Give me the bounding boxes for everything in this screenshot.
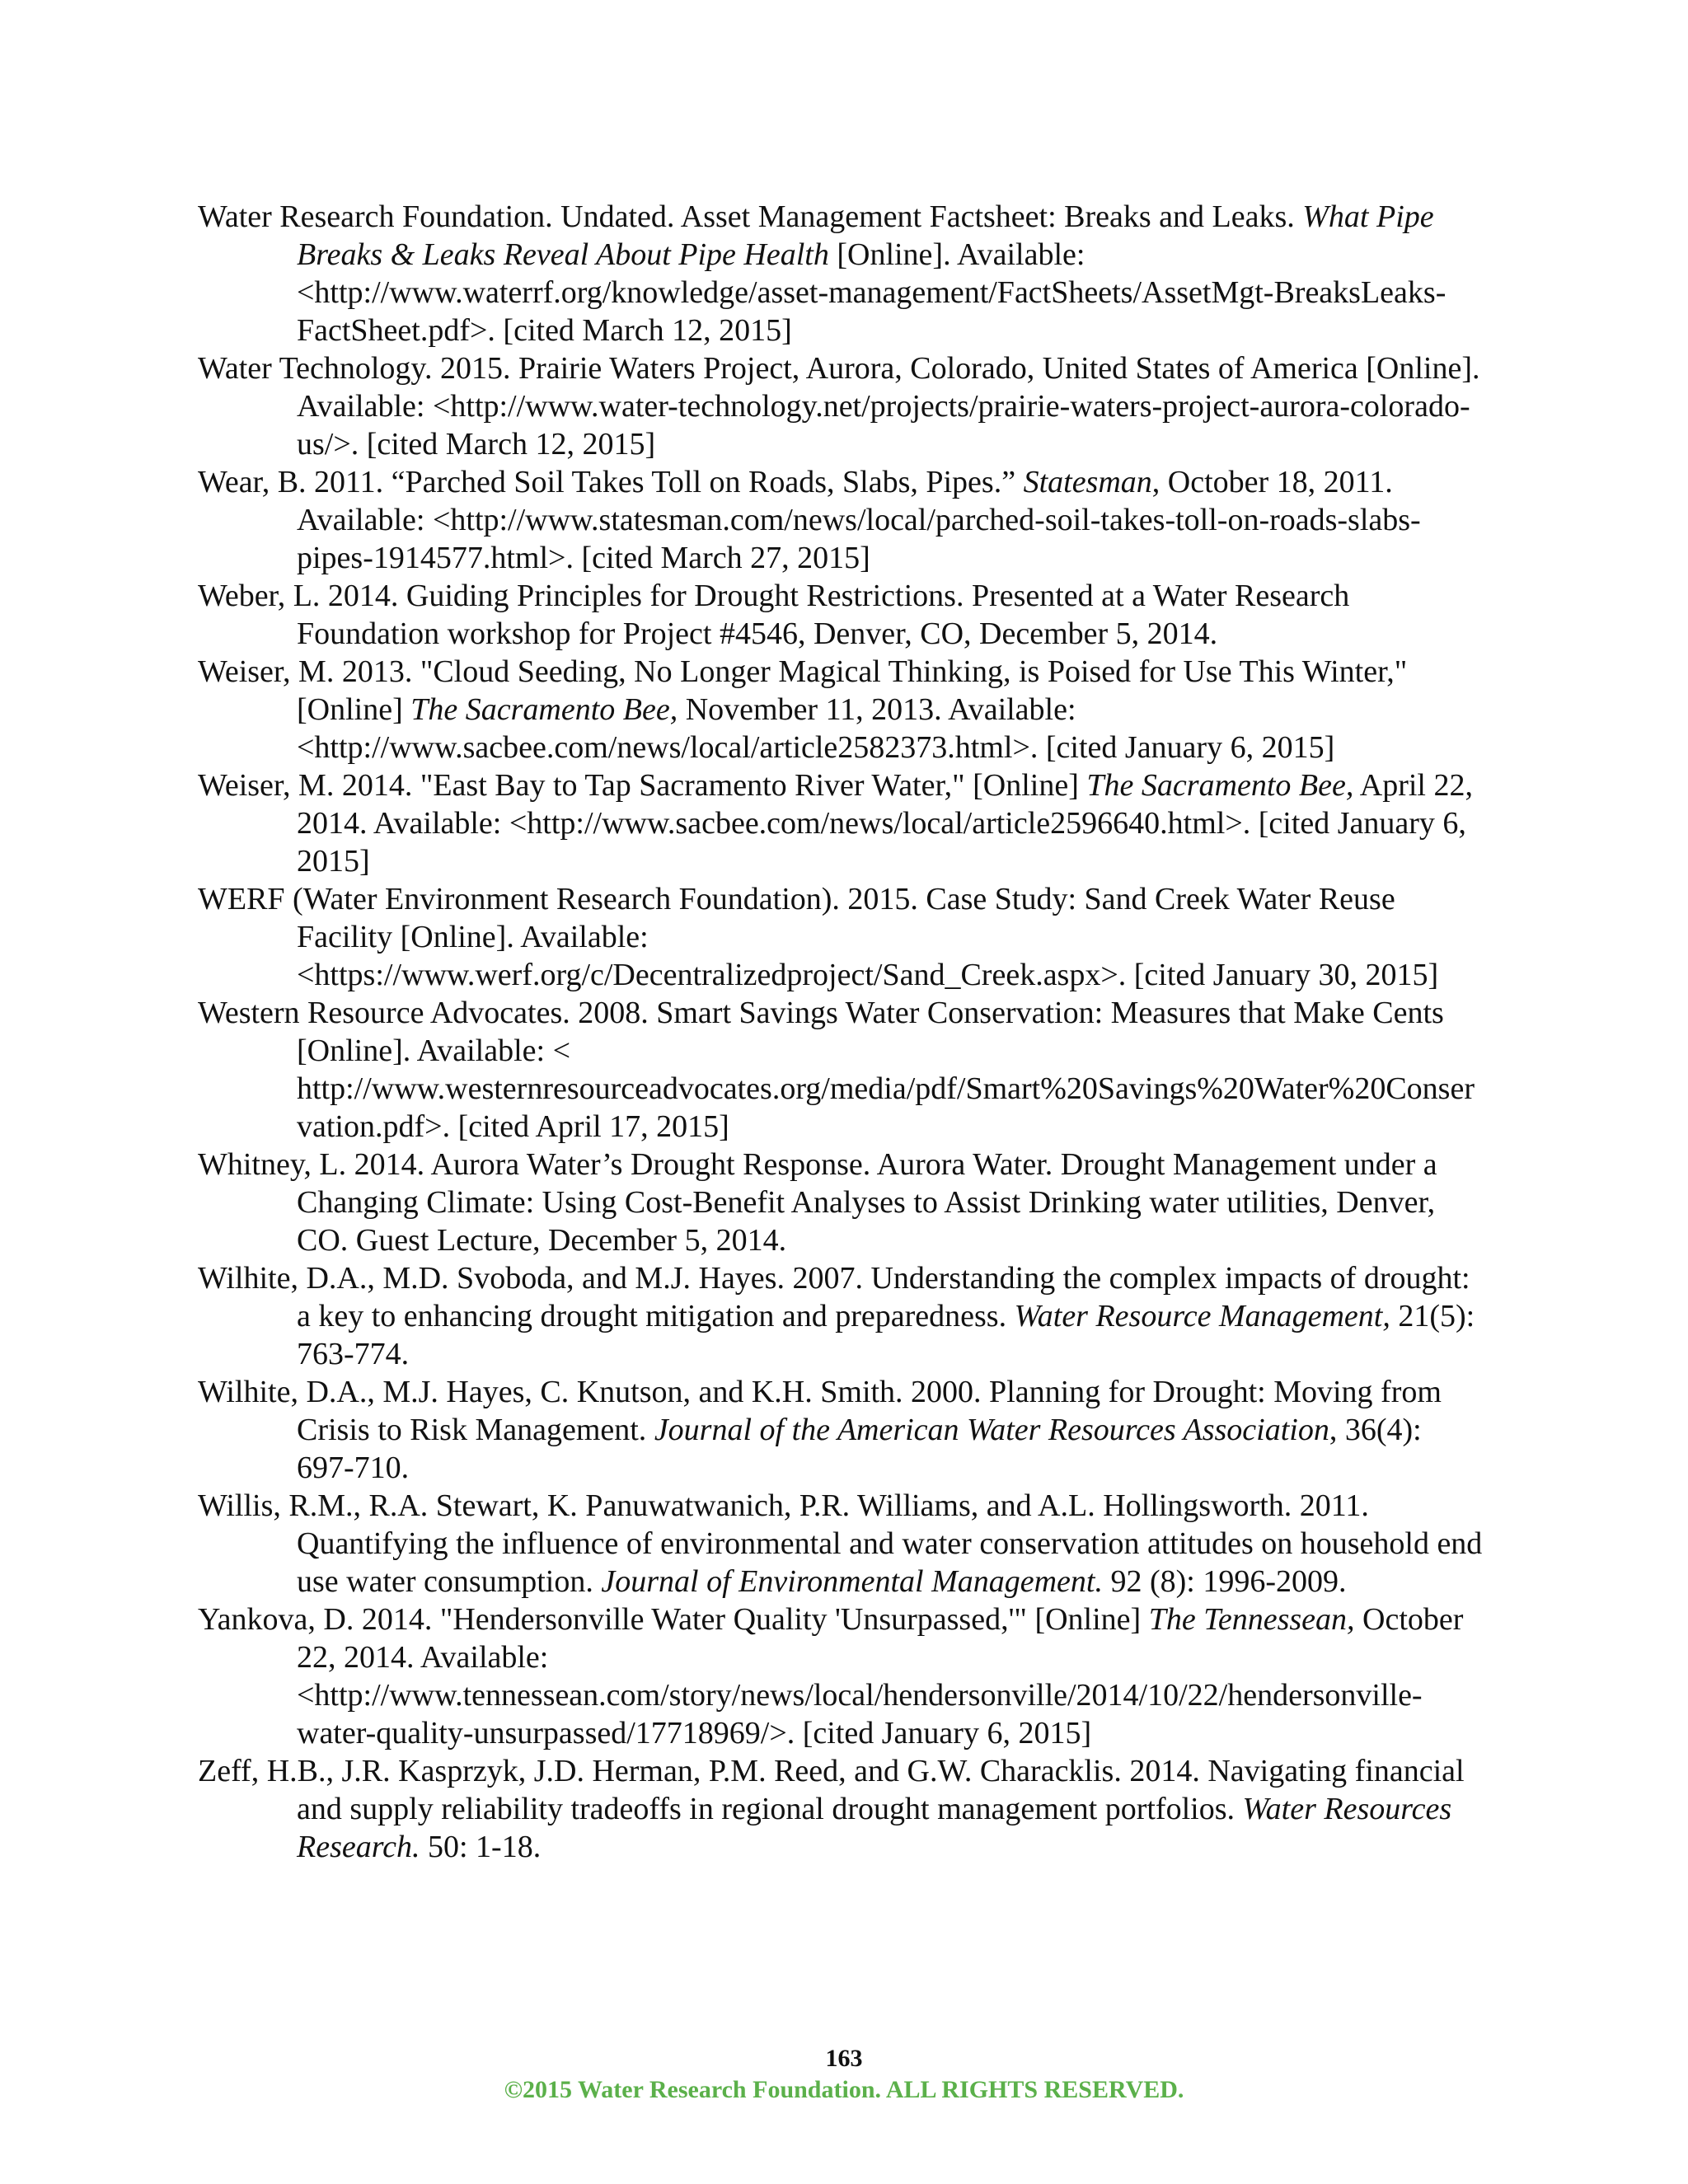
reference-entry — [198, 463, 1484, 577]
reference-source-title: Water Resources Research. — [297, 1792, 1452, 1864]
reference-source-title: What Pipe Breaks & Leaks Reveal About Pipe Health — [297, 199, 1434, 272]
reference-text: Water Research Foundation. Undated. Asset Management Factsheet: Breaks and Leaks. — [198, 199, 1303, 234]
reference-source-title: Statesman — [1023, 465, 1152, 499]
reference-source-title: Journal of the American Water Resources Association — [654, 1413, 1329, 1447]
reference-text: Wilhite, D.A., M.D. Svoboda, and M.J. Hayes. 2007. Understanding the complex impacts of drought: a key to enhancing drought mitigation and preparedness. — [198, 1261, 1470, 1333]
reference-text: Western Resource Advocates. 2008. Smart Savings Water Conservation: Measures that Make Cents [Online]. Available: < http://www.westernresourceadvocates.org/media/pdf/Smart%20Savings%20Water%20Conservation.pdf>. [cited April 17, 2015] — [198, 996, 1475, 1144]
reference-text: Weiser, M. 2014. "East Bay to Tap Sacramento River Water," [Online] — [198, 768, 1087, 803]
reference-entry — [198, 880, 1484, 994]
reference-text: Wear, B. 2011. “Parched Soil Takes Toll on Roads, Slabs, Pipes.” — [198, 465, 1024, 499]
reference-text: October 22, 2014. Available: <http://www.tennessean.com/story/news/local/hendersonville/2014/10/22/hendersonville-water-quality-unsurpassed/17718969/>. [cited January 6, 2015] — [297, 1602, 1464, 1750]
reference-entry — [198, 1601, 1484, 1752]
reference-text: 50: 1-18. — [420, 1830, 542, 1864]
reference-text: , October 18, 2011. Available: <http://www.statesman.com/news/local/parched-soil-takes-toll-on-roads-slabs-pipes-1914577.html>. [cited March 27, 2015] — [297, 465, 1421, 575]
reference-source-title: The Tennessean, — [1148, 1602, 1355, 1637]
reference-entry — [198, 653, 1484, 766]
reference-entry — [198, 198, 1484, 349]
reference-text: WERF (Water Environment Research Foundation). 2015. Case Study: Sand Creek Water Reuse Facility [Online]. Available: <https://www.werf.org/c/Decentralizedproject/Sand_Creek.aspx>. [cited January 30, 2015] — [198, 882, 1439, 992]
reference-text: Water Technology. 2015. Prairie Waters Project, Aurora, Colorado, United States of America [Online]. Available: <http://www.water-technology.net/projects/prairie-waters-project-aurora-colorado-us/>. [cited March 12, 2015] — [198, 351, 1480, 462]
reference-text: , 36(4): 697-710. — [297, 1413, 1422, 1485]
reference-entry — [198, 994, 1484, 1146]
reference-entry — [198, 349, 1484, 463]
reference-entry — [198, 1259, 1484, 1373]
reference-source-title: Water Resource Management, — [1014, 1299, 1390, 1333]
reference-text: November 11, 2013. Available: <http://www.sacbee.com/news/local/article2582373.html>. [cited January 6, 2015] — [297, 692, 1335, 765]
reference-text: 21(5): 763-774. — [297, 1299, 1475, 1371]
reference-entry — [198, 1146, 1484, 1259]
reference-entry — [198, 577, 1484, 653]
reference-entry — [198, 1487, 1484, 1601]
page-number: 163 — [825, 2045, 863, 2072]
reference-source-title: The Sacramento Bee, — [1086, 768, 1354, 803]
reference-list — [198, 198, 1484, 1866]
reference-source-title: Journal of Environmental Management. — [601, 1564, 1103, 1599]
reference-text: [Online]. Available: <http://www.waterrf.org/knowledge/asset-management/FactSheets/AssetMgt-BreaksLeaks-FactSheet.pdf>. [cited March 12, 2015] — [297, 237, 1447, 348]
reference-entry — [198, 1373, 1484, 1487]
reference-text: Wilhite, D.A., M.J. Hayes, C. Knutson, and K.H. Smith. 2000. Planning for Drought: Moving from Crisis to Risk Management. — [198, 1375, 1442, 1447]
reference-source-title: The Sacramento Bee, — [410, 692, 678, 727]
copyright-notice: ©2015 Water Research Foundation. ALL RIGHTS RESERVED. — [504, 2076, 1184, 2103]
reference-text: Whitney, L. 2014. Aurora Water’s Drought Response. Aurora Water. Drought Management under a Changing Climate: Using Cost-Benefit Analyses to Assist Drinking water utilities, Denver, CO. Guest Lecture, December 5, 2014. — [198, 1147, 1437, 1258]
reference-text: Willis, R.M., R.A. Stewart, K. Panuwatwanich, P.R. Williams, and A.L. Hollingsworth. 2011. Quantifying the influence of environmental and water conservation attitudes on household end use water consumption. — [198, 1488, 1483, 1599]
reference-entry — [198, 766, 1484, 880]
reference-entry — [198, 1752, 1484, 1866]
reference-text: Weiser, M. 2013. "Cloud Seeding, No Longer Magical Thinking, is Poised for Use This Winter," [Online] — [198, 654, 1408, 727]
reference-text: Yankova, D. 2014. "Hendersonville Water Quality 'Unsurpassed,'" [Online] — [198, 1602, 1149, 1637]
reference-text: Zeff, H.B., J.R. Kasprzyk, J.D. Herman, P.M. Reed, and G.W. Characklis. 2014. Navigating financial and supply reliability tradeoffs in regional drought management portfolios. — [198, 1754, 1465, 1826]
reference-text: 92 (8): 1996-2009. — [1102, 1564, 1347, 1599]
reference-text: Weber, L. 2014. Guiding Principles for Drought Restrictions. Presented at a Water Research Foundation workshop for Project #4546, Denver, CO, December 5, 2014. — [198, 579, 1350, 651]
reference-text: April 22, 2014. Available: <http://www.sacbee.com/news/local/article2596640.html>. [cited January 6, 2015] — [297, 768, 1473, 879]
